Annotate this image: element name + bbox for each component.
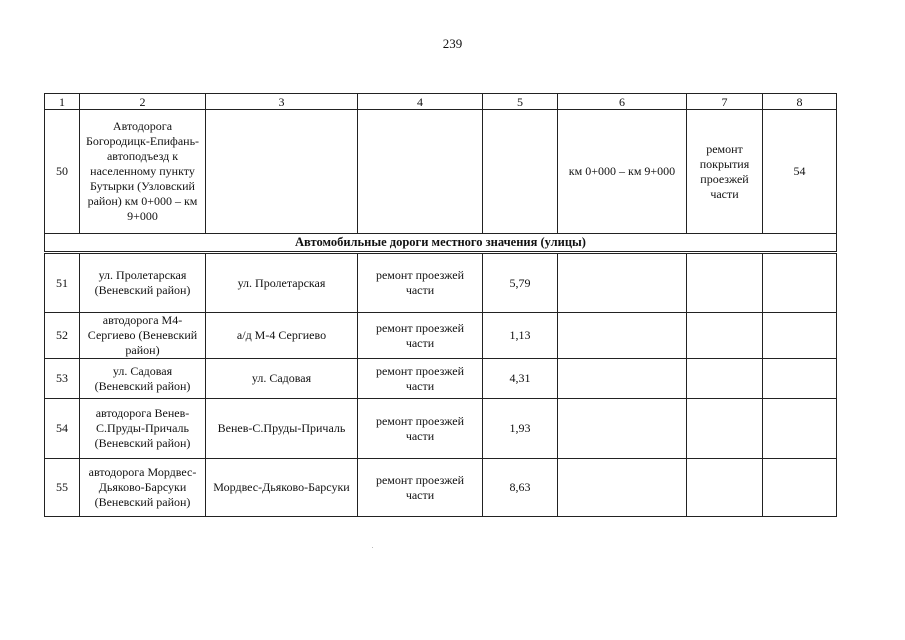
header-cell: 1	[45, 94, 80, 110]
length-cell: 5,79	[483, 253, 558, 313]
page-number: 239	[442, 36, 463, 51]
work-type-cell: ремонт проезжей части	[358, 359, 483, 399]
object-cell: Венев-С.Пруды-Причаль	[206, 399, 358, 459]
value-cell: 54	[763, 110, 837, 234]
length-cell: 1,13	[483, 313, 558, 359]
length-cell: 1,93	[483, 399, 558, 459]
length-cell	[483, 110, 558, 234]
table-row	[45, 253, 837, 313]
section-title: Автомобильные дороги местного значения (улицы)	[45, 234, 837, 253]
road-name-cell: ул. Пролетарская (Веневский район)	[80, 253, 206, 313]
road-name-cell: автодорога Мордвес-Дьяково-Барсуки (Веневский район)	[80, 459, 206, 517]
work-type-2-cell	[687, 459, 763, 517]
work-type-2-cell	[687, 313, 763, 359]
roads-table	[44, 93, 837, 517]
section-cell	[558, 359, 687, 399]
section-cell	[558, 253, 687, 313]
table-row	[45, 459, 837, 517]
header-row	[45, 94, 837, 110]
work-type-2-cell: ремонт покрытия проезжей части	[687, 110, 763, 234]
section-cell	[558, 399, 687, 459]
object-cell: Мордвес-Дьяково-Барсуки	[206, 459, 358, 517]
object-cell: а/д М-4 Сергиево	[206, 313, 358, 359]
header-cell: 6	[558, 94, 687, 110]
work-type-2-cell	[687, 359, 763, 399]
object-cell: ул. Пролетарская	[206, 253, 358, 313]
work-type-cell: ремонт проезжей части	[358, 399, 483, 459]
table-row	[45, 359, 837, 399]
road-name-cell: ул. Садовая (Веневский район)	[80, 359, 206, 399]
value-cell	[763, 359, 837, 399]
header-cell: 3	[206, 94, 358, 110]
header-cell: 2	[80, 94, 206, 110]
header-cell: 4	[358, 94, 483, 110]
length-cell: 4,31	[483, 359, 558, 399]
length-cell: 8,63	[483, 459, 558, 517]
row-number: 51	[45, 253, 80, 313]
value-cell	[763, 459, 837, 517]
work-type-cell: ремонт проезжей части	[358, 313, 483, 359]
section-cell: км 0+000 – км 9+000	[558, 110, 687, 234]
value-cell	[763, 253, 837, 313]
row-number: 50	[45, 110, 80, 234]
road-name-cell: автодорога Венев-С.Пруды-Причаль (Веневский район)	[80, 399, 206, 459]
header-cell: 8	[763, 94, 837, 110]
header-cell: 7	[687, 94, 763, 110]
section-cell	[558, 313, 687, 359]
section-cell	[558, 459, 687, 517]
table-row	[45, 313, 837, 359]
road-name-cell: автодорога М4-Сергиево (Веневский район)	[80, 313, 206, 359]
table-row	[45, 399, 837, 459]
row-number: 53	[45, 359, 80, 399]
table-row	[45, 110, 837, 234]
section-row	[45, 234, 837, 253]
work-type-2-cell	[687, 399, 763, 459]
scan-speck	[372, 547, 373, 548]
object-cell: ул. Садовая	[206, 359, 358, 399]
value-cell	[763, 399, 837, 459]
work-type-cell	[358, 110, 483, 234]
row-number: 52	[45, 313, 80, 359]
header-cell: 5	[483, 94, 558, 110]
work-type-cell: ремонт проезжей части	[358, 459, 483, 517]
row-number: 54	[45, 399, 80, 459]
object-cell	[206, 110, 358, 234]
work-type-cell: ремонт проезжей части	[358, 253, 483, 313]
road-name-cell: Автодорога Богородицк-Епифань-автоподъезд к населенному пункту Бутырки (Узловский район) км 0+000 – км 9+000	[80, 110, 206, 234]
row-number: 55	[45, 459, 80, 517]
work-type-2-cell	[687, 253, 763, 313]
value-cell	[763, 313, 837, 359]
